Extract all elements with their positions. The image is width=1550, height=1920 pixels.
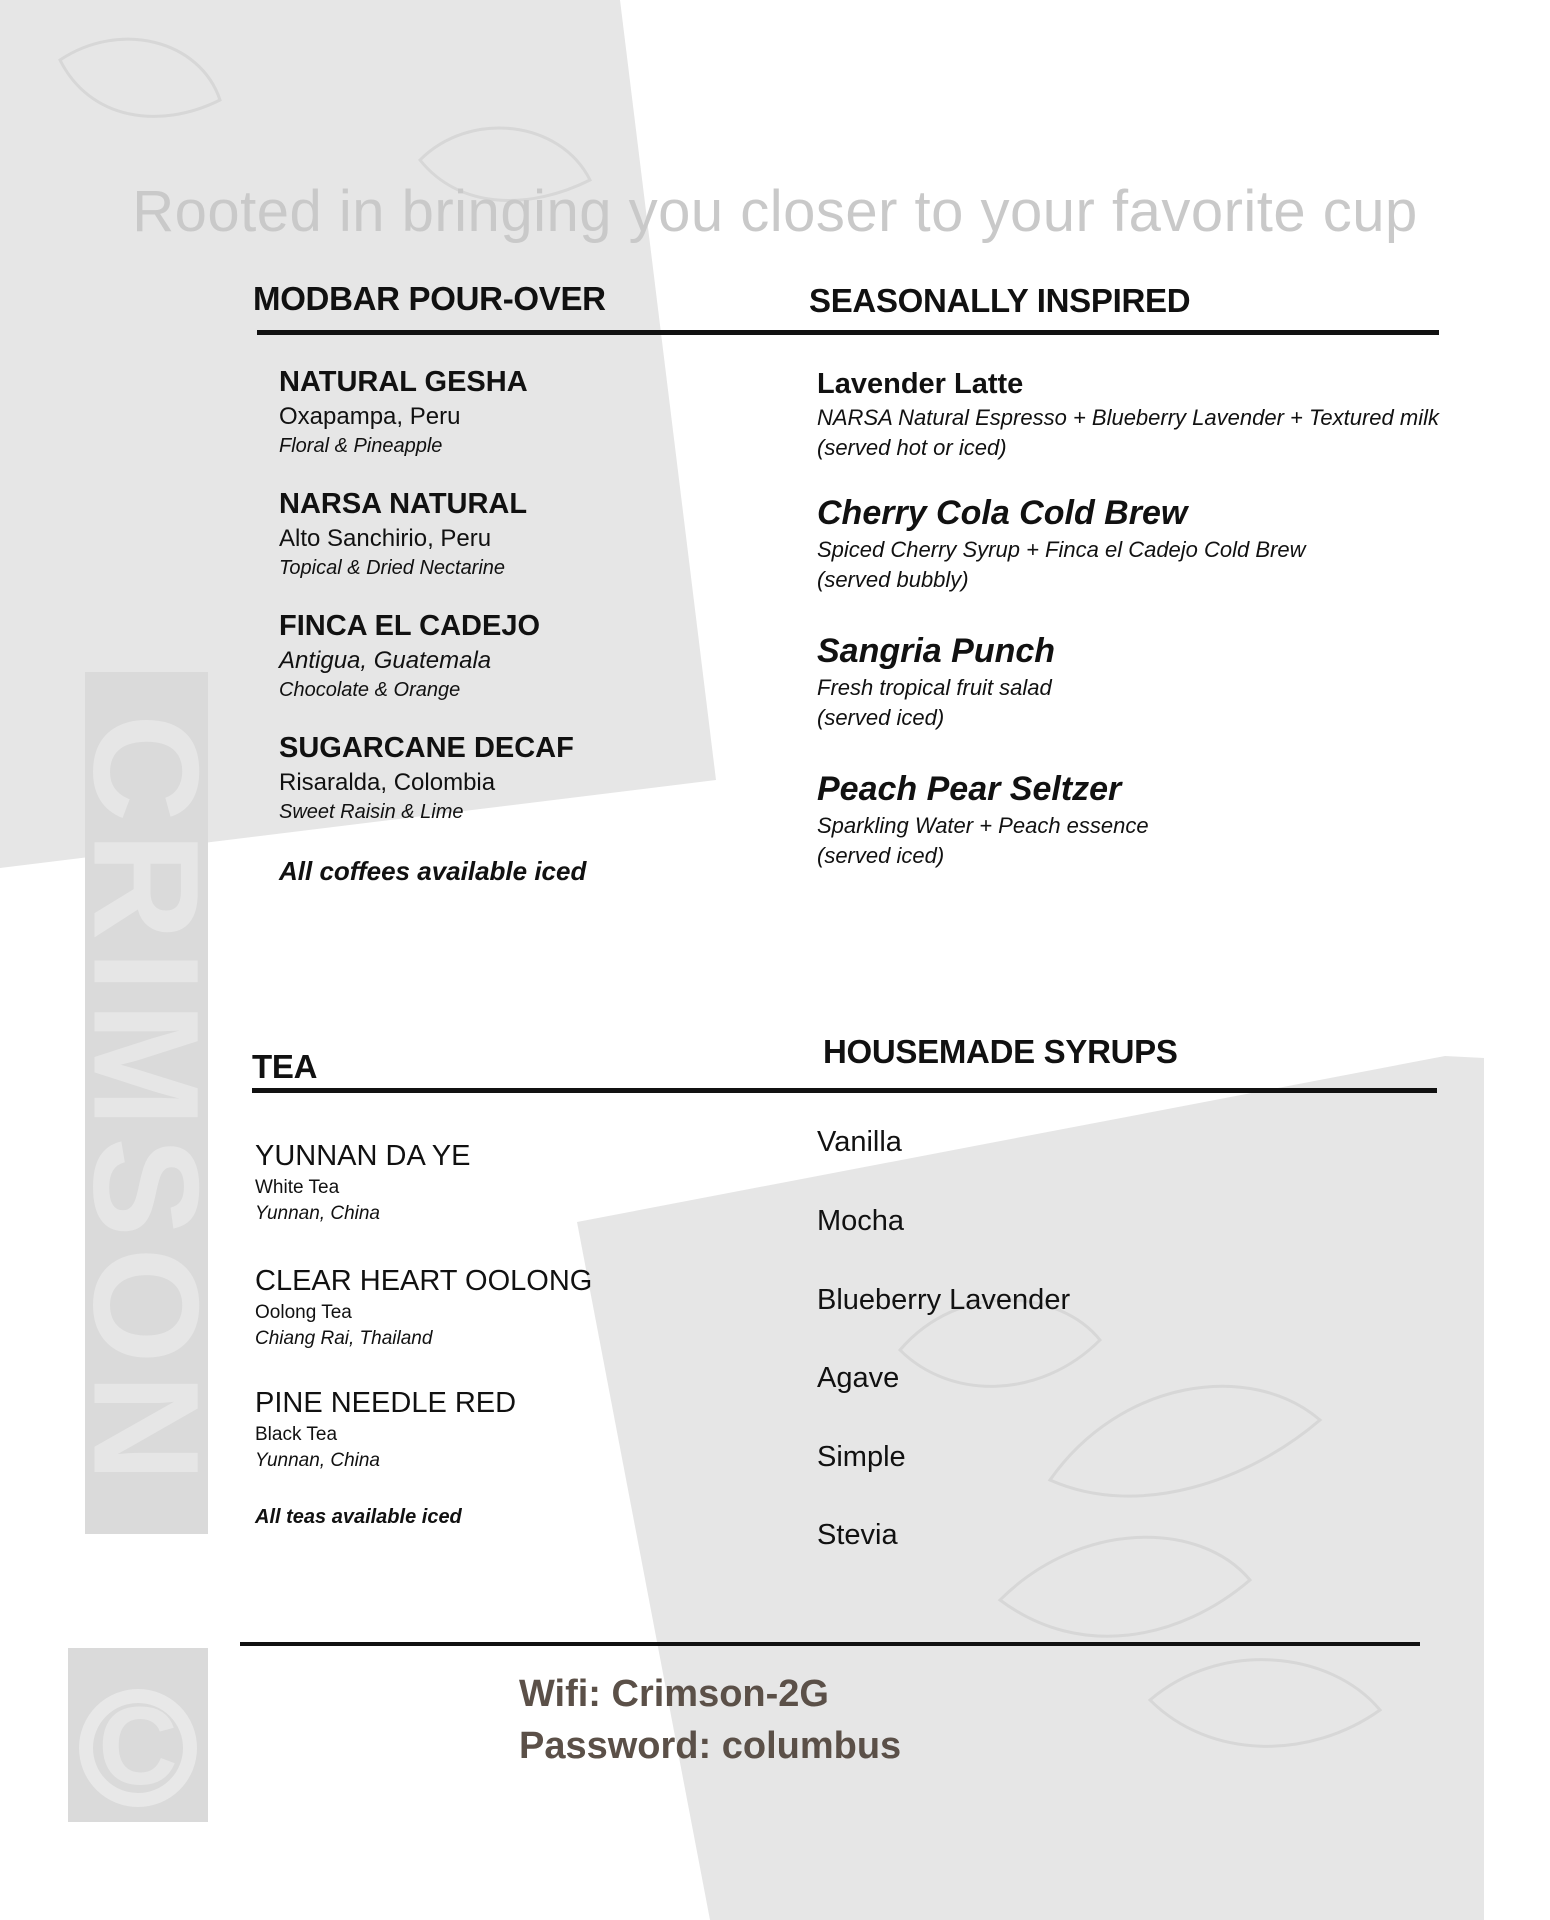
seasonal-item: [817, 494, 1306, 595]
tea-name: CLEAR HEART OOLONG: [255, 1265, 593, 1297]
bottom-gray-panel: [577, 1056, 1484, 1920]
syrup-item: Stevia: [817, 1519, 898, 1551]
seasonal-note: (served iced): [817, 705, 945, 730]
seasonal-note: (served iced): [817, 843, 945, 868]
tea-item: [255, 1140, 470, 1225]
pour-over-heading: MODBAR POUR-OVER: [253, 280, 606, 317]
coffee-origin: Alto Sanchirio, Peru: [279, 525, 492, 552]
coffee-item: [279, 610, 586, 702]
tea-heading: TEA: [252, 1048, 318, 1085]
coffee-item: [279, 488, 586, 580]
seasonal-name: Lavender Latte: [817, 368, 1024, 400]
tea-name: PINE NEEDLE RED: [255, 1387, 517, 1419]
tagline: Rooted in bringing you closer to your favorite cup: [132, 179, 1418, 244]
wifi-info: [519, 1668, 901, 1772]
coffee-name: NATURAL GESHA: [279, 366, 528, 398]
seasonal-name: Peach Pear Seltzer: [817, 770, 1122, 808]
coffee-iced-note: All coffees available iced: [279, 856, 587, 886]
tea-origin: Yunnan, China: [255, 1450, 381, 1471]
tea-item: [255, 1387, 516, 1472]
tea-item: [255, 1265, 592, 1350]
seasonal-name: Cherry Cola Cold Brew: [817, 494, 1188, 532]
seasonal-desc: Sparkling Water + Peach essence: [817, 813, 1149, 838]
seasonal-note: (served hot or iced): [817, 435, 1007, 460]
seasonal-item: [817, 368, 1439, 463]
syrup-item: Vanilla: [817, 1126, 902, 1158]
pour-over-list: [279, 366, 586, 887]
syrup-item: Simple: [817, 1441, 906, 1473]
seasonal-item: [817, 632, 1055, 733]
seasonal-note: (served bubbly): [817, 567, 969, 592]
syrups-heading: HOUSEMADE SYRUPS: [823, 1033, 1178, 1070]
seasonal-desc: Spiced Cherry Syrup + Finca el Cadejo Cold Brew: [817, 537, 1306, 562]
coffee-origin: Risaralda, Colombia: [279, 769, 496, 796]
coffee-name: SUGARCANE DECAF: [279, 732, 574, 764]
coffee-notes: Sweet Raisin & Lime: [279, 801, 464, 823]
brand-watermark-text: CRIMSON: [62, 713, 231, 1493]
top-section-rule: [257, 330, 1439, 335]
coffee-origin: Oxapampa, Peru: [279, 403, 461, 430]
seasonal-heading: SEASONALLY INSPIRED: [809, 282, 1191, 319]
tea-origin: Chiang Rai, Thailand: [255, 1328, 433, 1349]
tea-name: YUNNAN DA YE: [255, 1140, 471, 1172]
middle-section-rule: [252, 1088, 1437, 1093]
tea-type: Black Tea: [255, 1424, 338, 1445]
tea-iced-note: All teas available iced: [255, 1506, 462, 1528]
coffee-name: NARSA NATURAL: [279, 488, 528, 520]
wifi-password: Password: columbus: [519, 1725, 902, 1767]
seasonal-desc: Fresh tropical fruit salad: [817, 675, 1052, 700]
coffee-name: FINCA EL CADEJO: [279, 610, 541, 642]
coffee-notes: Floral & Pineapple: [279, 435, 443, 457]
tea-origin: Yunnan, China: [255, 1203, 381, 1224]
tea-type: Oolong Tea: [255, 1302, 352, 1323]
bottom-section-rule: [240, 1642, 1420, 1646]
logo-letter-icon: C: [98, 1685, 178, 1808]
coffee-notes: Chocolate & Orange: [279, 679, 461, 701]
coffee-item: [279, 366, 586, 458]
syrup-item: Mocha: [817, 1205, 905, 1237]
seasonal-desc: NARSA Natural Espresso + Blueberry Lavender + Textured milk: [817, 405, 1439, 430]
seasonal-item: [817, 770, 1149, 871]
coffee-origin: Antigua, Guatemala: [279, 647, 492, 674]
wifi-network: Wifi: Crimson-2G: [519, 1673, 829, 1715]
brand-watermark: [62, 672, 231, 1534]
syrup-item: Blueberry Lavender: [817, 1284, 1071, 1316]
coffee-notes: Topical & Dried Nectarine: [279, 557, 506, 579]
coffee-item: [279, 732, 586, 824]
seasonal-name: Sangria Punch: [817, 632, 1056, 670]
tea-type: White Tea: [255, 1177, 340, 1198]
syrup-item: Agave: [817, 1362, 900, 1394]
